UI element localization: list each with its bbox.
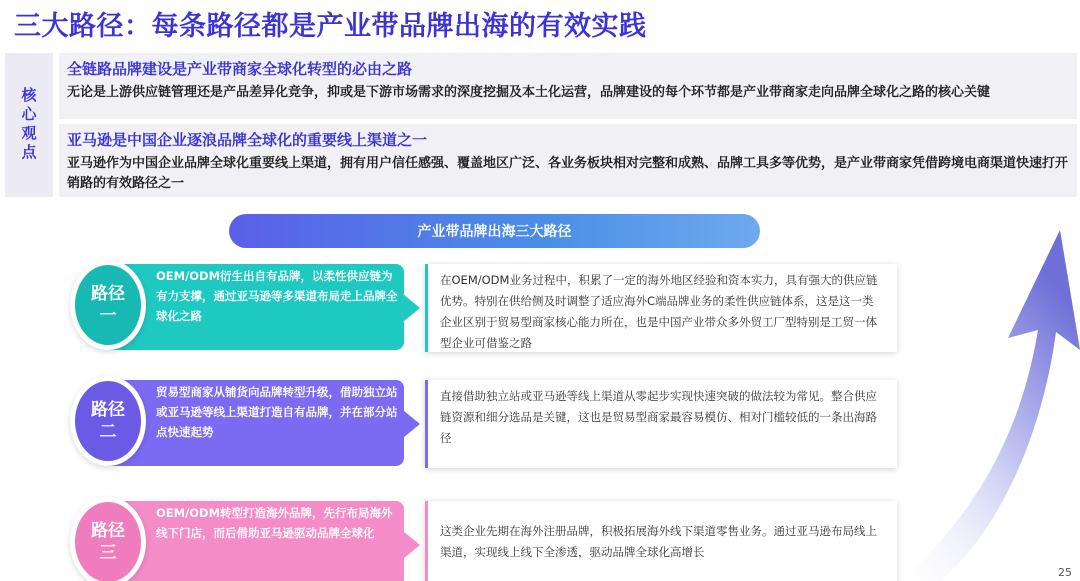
chevron-right-icon [398, 406, 420, 442]
page-title: 三大路径：每条路径都是产业带品牌出海的有效实践 [14, 11, 647, 42]
core-view-text: 无论是上游供应链管理还是产品差异化竞争，抑或是下游市场需求的深度挖掘及本土化运营，品牌建设的每个环节都是产业带商家走向品牌全球化之路的核心关键 [67, 85, 991, 100]
route-detail: 在OEM/ODM业务过程中，积累了一定的海外地区经验和资本实力，具有强大的供应链优势。特别在供给侧及时调整了适应海外C端品牌业务的柔性供应链体系，这是这一类企业区别于贸易型商家核心能力所在，也是中国产业带众多外贸工厂型特别是工贸一体型企业可借鉴之路 [425, 264, 897, 352]
route-detail: 这类企业先期在海外注册品牌，积极拓展海外线下渠道零售业务。通过亚马逊布局线上渠道，实现线上线下全渗透，驱动品牌全球化高增长 [425, 501, 897, 581]
core-view-text: 亚马逊作为中国企业品牌全球化重要线上渠道，拥有用户信任感强、覆盖地区广泛、各业务板块相对完整和成熟、品牌工具多等优势，是产业带商家凭借跨境电商渠道快速打开销路的有效路径之一 [67, 156, 1069, 191]
route-summary: OEM/ODM衍生出自有品牌，以柔性供应链为有力支撑，通过亚马逊等多渠道布局走上品牌全球化之路 [156, 269, 398, 323]
core-views-label-text: 核心观点 [19, 87, 38, 163]
route-circle-label: 路径 [91, 284, 125, 304]
core-views-panel [5, 53, 1077, 197]
route-circle-label: 路径 [91, 521, 125, 541]
chevron-right-icon [398, 527, 420, 563]
chevron-right-icon [398, 290, 420, 326]
route-summary: 贸易型商家从铺货向品牌转型升级，借助独立站或亚马逊等线上渠道打造自有品牌，并在部分站点快速起势 [156, 385, 398, 439]
route-circle-number: 一 [99, 306, 117, 326]
route-summary: OEM/ODM转型打造海外品牌，先行布局海外线下门店，而后借助亚马逊驱动品牌全球化 [156, 506, 393, 540]
core-views-label [5, 53, 53, 197]
page-number: 25 [1058, 566, 1072, 579]
routes-banner: 产业带品牌出海三大路径 [229, 214, 760, 248]
route-2 [70, 376, 900, 471]
growth-arrow-icon [900, 220, 1080, 581]
route-detail: 直接借助独立站或亚马逊等线上渠道从零起步实现快速突破的做法较为常见。整合供应链资源和细分选品是关键，这也是贸易型商家最容易模仿、相对门槛较低的一条出海路径 [425, 380, 897, 468]
route-circle [70, 260, 146, 350]
core-view-title: 全链路品牌建设是产业带商家全球化转型的必由之路 [67, 60, 413, 78]
core-view-title: 亚马逊是中国企业逐浪品牌全球化的重要线上渠道之一 [67, 131, 428, 149]
route-circle-label: 路径 [91, 400, 125, 420]
route-circle-number: 三 [99, 543, 117, 563]
route-circle [70, 497, 146, 581]
route-3 [70, 497, 900, 581]
route-1 [70, 260, 900, 355]
core-view-2 [59, 124, 1077, 197]
core-view-1 [59, 53, 1077, 119]
route-circle-number: 二 [99, 422, 117, 442]
route-circle [70, 376, 146, 466]
